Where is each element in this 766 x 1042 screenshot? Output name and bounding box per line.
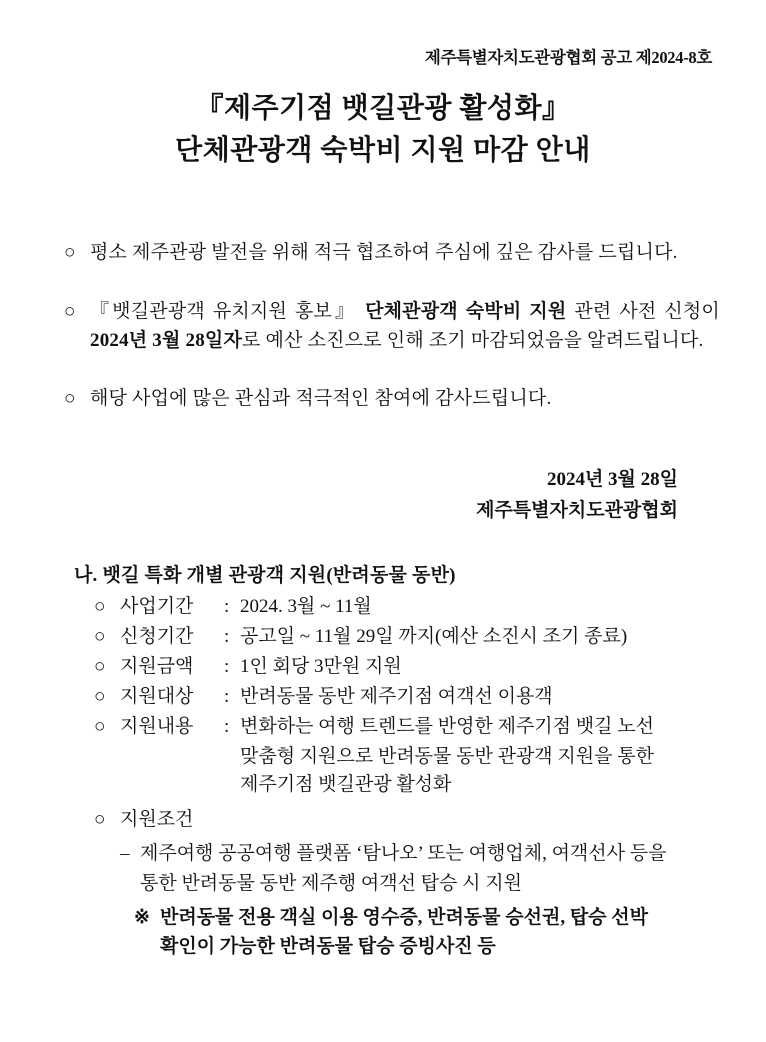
paragraph-2-part-2-bold: 단체관광객 숙박비 지원: [365, 301, 567, 323]
paragraph-2-part-4-bold: 2024년 3월 28일자: [90, 330, 243, 352]
reference-mark-icon: ※: [134, 907, 150, 928]
dash-icon: –: [120, 843, 130, 865]
list-item: [46, 683, 720, 712]
item-label: 사업기간: [120, 596, 194, 618]
item-value-continuation: 제주기점 뱃길관광 활성화: [240, 774, 452, 796]
item-value: 변화하는 여행 트렌드를 반영한 제주기점 뱃길 노선: [240, 715, 654, 737]
item-value: 2024. 3월 ~ 11월: [240, 596, 372, 618]
bullet-circle-icon: ○: [94, 596, 106, 618]
paragraph-2-part-3: 관련 사전 신청이: [574, 301, 720, 323]
bullet-circle-icon: ○: [94, 655, 106, 677]
note-text-line-1: 반려동물 전용 객실 이용 영수증, 반려동물 승선권, 탑승 선박: [160, 907, 648, 928]
paragraph-3-text: 해당 사업에 많은 관심과 적극적인 참여에 감사드립니다.: [90, 387, 552, 409]
item-colon: :: [224, 596, 230, 618]
section-heading: 나. 뱃길 특화 개별 관광객 지원(반려동물 동반): [74, 565, 456, 587]
document-title: [46, 90, 720, 170]
item-colon: :: [224, 655, 230, 677]
bullet-circle-icon: ○: [94, 715, 106, 737]
item-colon: :: [224, 685, 230, 707]
bullet-circle-icon: ○: [94, 626, 106, 647]
item-label: 지원대상: [120, 685, 194, 707]
title-line-1: 『제주기점 뱃길관광 활성화』: [195, 93, 571, 124]
item-colon: :: [224, 626, 230, 647]
title-line-2: 단체관광객 숙박비 지원 마감 안내: [175, 134, 591, 166]
condition-text-line-2: 통한 반려동물 동반 제주행 여객선 탑승 시 지원: [140, 872, 522, 894]
paragraph-3: [46, 384, 720, 413]
paragraph-2-part-5: 로 예산 소진으로 인해 조기 마감되었음을 알려드립니다.: [242, 330, 704, 352]
paragraph-1: [46, 238, 720, 267]
item-value-continuation: 맞춤형 지원으로 반려동물 동반 관광객 지원을 통한: [240, 745, 654, 767]
signature-date: 2024년 3월 28일: [546, 469, 678, 491]
document-number: 제주특별자치도관광협회 공고 제2024-8호: [424, 48, 712, 67]
note-text-line-2: 확인이 가능한 반려동물 탑승 증빙사진 등: [160, 936, 496, 958]
list-item: [46, 713, 720, 742]
item-label: 신청기간: [120, 626, 194, 647]
bullet-circle-icon: ○: [64, 301, 76, 323]
list-item: [46, 806, 720, 835]
item-colon: :: [224, 715, 230, 737]
list-item: [46, 593, 720, 622]
paragraph-1-text: 평소 제주관광 발전을 위해 적극 협조하여 주심에 깊은 감사를 드립니다.: [90, 241, 678, 263]
document-body: [46, 238, 720, 414]
condition-item: [46, 839, 720, 868]
item-label: 지원금액: [120, 655, 194, 677]
list-item: [46, 653, 720, 682]
signature-block: [46, 465, 720, 526]
item-label: 지원조건: [120, 809, 194, 831]
condition-text-line-1: 제주여행 공공여행 플랫폼 ‘탐나오’ 또는 여행업체, 여객선사 등을: [140, 843, 667, 865]
item-value: 반려동물 동반 제주기점 여객선 이용객: [240, 685, 553, 707]
paragraph-2-part-1: 『뱃길관광객 유치지원 홍보』: [90, 301, 358, 323]
bullet-circle-icon: ○: [94, 809, 106, 831]
bullet-circle-icon: ○: [64, 387, 76, 409]
paragraph-2: [46, 297, 720, 356]
item-value: 1인 회당 3만원 지원: [240, 655, 402, 677]
item-value: 공고일 ~ 11월 29일 까지(예산 소진시 조기 종료): [240, 626, 628, 647]
item-label: 지원내용: [120, 715, 194, 737]
list-item: [46, 623, 720, 652]
support-section: [46, 560, 720, 962]
paragraph-2-text: [90, 297, 720, 356]
condition-note: [46, 903, 720, 932]
bullet-circle-icon: ○: [64, 241, 76, 263]
bullet-circle-icon: ○: [94, 685, 106, 707]
signature-organization: 제주특별자치도관광협회: [476, 499, 678, 521]
